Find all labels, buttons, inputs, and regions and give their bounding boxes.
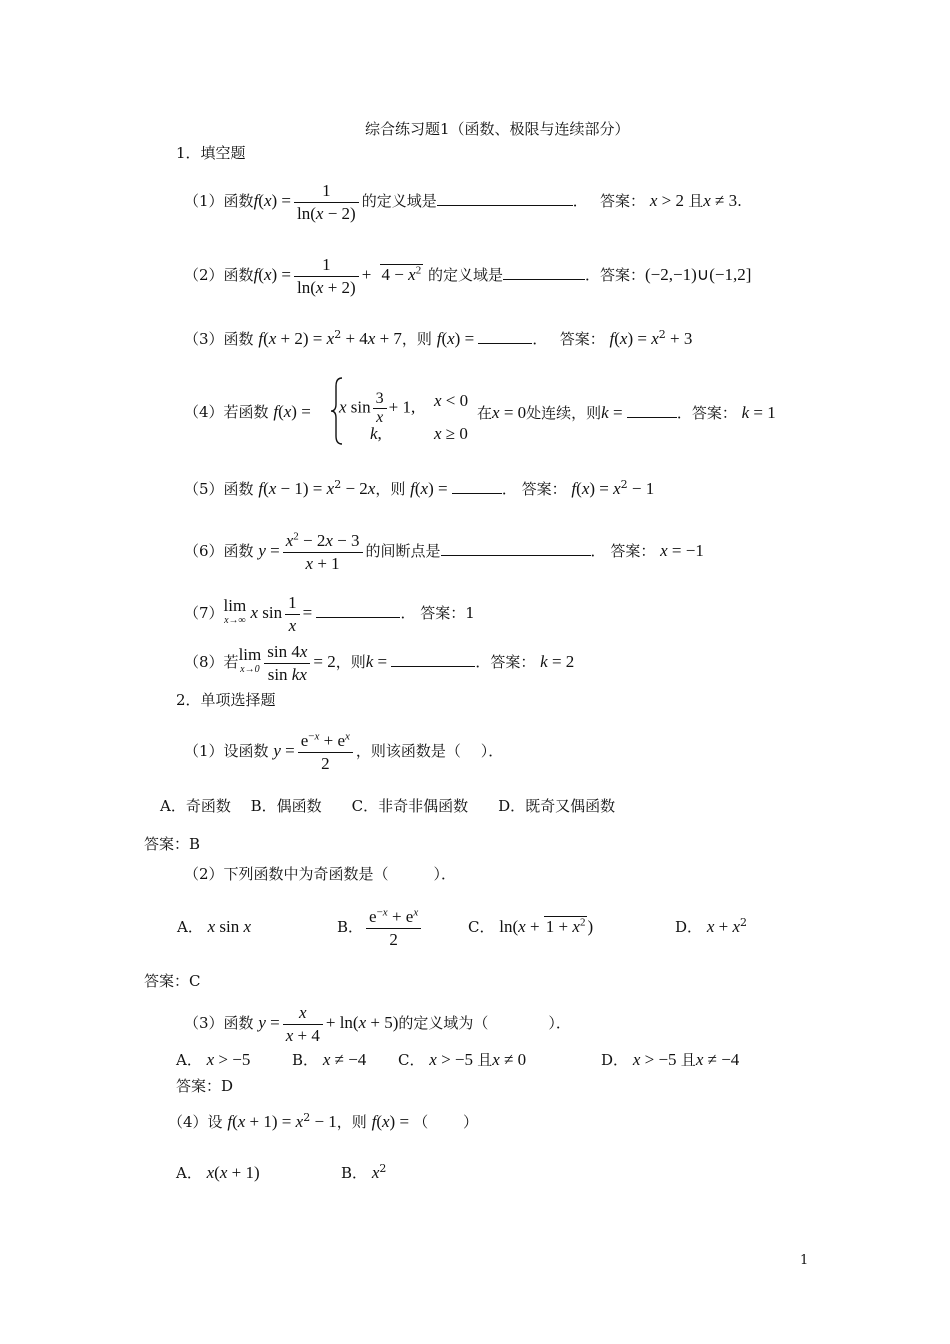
question-4-option-a: A． x(x + 1) [176, 1163, 260, 1182]
page-number: 1 [800, 1253, 809, 1268]
question-2-option-a: A． x sin x [177, 917, 252, 936]
problem-4-tail: 在x = 0处连续，则k = ．答案： k = 1 [477, 403, 776, 422]
problem-6: （6）函数 y = $\frac{x^2 - 2x - 3}{x + 1}$ 的间断点是 ． 答案： x = −1 [184, 529, 704, 573]
piece-2: k, [370, 424, 382, 443]
section-fill-blank: 1．填空题 [176, 144, 246, 162]
piece-1: x sin $\frac{3}{x}$ + 1, [339, 390, 416, 426]
answer-blank[interactable] [391, 651, 475, 667]
question-3-answer: 答案：D [176, 1077, 234, 1095]
problem-1: （1）函数f(x) = $\frac{1}{\ln(x - 2)}$ 的定义域是 ． 答案： x > 2 且x ≠ 3. [184, 180, 742, 223]
problem-5: （5）函数 $f(x - 1) = x^2 - 2x$，则 f(x) = ． 答案： $f(x) = x^2 - 1$ [184, 478, 655, 498]
question-2-stem: （2）下列函数中为奇函数是（ ）． [184, 865, 457, 883]
question-3-option-a: A． x > −5 [176, 1050, 251, 1069]
question-3-option-d: D． x > −5 且x ≠ −4 [601, 1050, 740, 1069]
problem-2: （2）函数f(x) = $\frac{1}{\ln(x + 2)}$ + $4 - x^2$ 的定义域是 ．答案：(−2,−1)∪(−1,2] [184, 254, 752, 297]
answer-blank[interactable] [478, 328, 532, 344]
answer-blank[interactable] [503, 264, 585, 280]
problem-7: （7）lim x→∞ x sin $\frac{1}{x}$ = ． 答案：1 [184, 592, 475, 635]
problem-8: （8）若lim x→0 $\frac{\sin 4x}{\text{sin kx}}$ = 2，则k = ．答案： k = 2 [184, 641, 575, 684]
question-3-option-c: C． x > −5 且x ≠ 0 [398, 1050, 527, 1069]
problem-4: （4）若函数 f(x) = [184, 402, 311, 421]
answer-blank[interactable] [452, 478, 502, 494]
piece-1-cond: x < 0 [434, 391, 469, 410]
question-1-answer: 答案：B [144, 835, 201, 853]
question-4: （4）设 $f(x + 1) = x^2 - 1$，则 f(x) = （ ） [168, 1111, 479, 1131]
question-1: （1）设函数 y = $\frac{e^{-x} + e^x}{2}$ ，则该函数是（ ）． [184, 729, 504, 773]
question-4-option-b: B． $x^2$ [341, 1162, 387, 1182]
question-2-answer: 答案：C [144, 972, 201, 990]
question-2-option-c: C． $\ln(x + 1 + x^2$ ) [468, 916, 594, 936]
piece-2-cond: x ≥ 0 [434, 424, 468, 443]
question-2-option-b: B． $\frac{e^{-x} + e^x}{2}$ [337, 904, 424, 951]
answer-blank[interactable] [437, 190, 573, 206]
page-title: 综合练习题1（函数、极限与连续部分） [365, 120, 630, 138]
question-3: （3）函数 y = $\frac{x}{x + 4}$ + ln(x + 5)的定义域为（ ）． [184, 1002, 571, 1045]
section-multiple-choice: 2．单项选择题 [176, 691, 276, 709]
problem-3: （3）函数 $f(x + 2) = x^2 + 4x + 7$，则 f(x) = ． 答案： $f(x) = x^2 + 3$ [184, 328, 693, 348]
answer-blank[interactable] [441, 540, 591, 556]
answer-blank[interactable] [627, 402, 677, 418]
question-2-option-d: D． $x + x^2$ [675, 916, 747, 936]
question-3-option-b: B． x ≠ −4 [292, 1050, 367, 1069]
answer-blank[interactable] [316, 602, 400, 618]
question-1-options: A．奇函数 B．偶函数 C．非奇非偶函数 D．既奇又偶函数 [160, 797, 616, 815]
